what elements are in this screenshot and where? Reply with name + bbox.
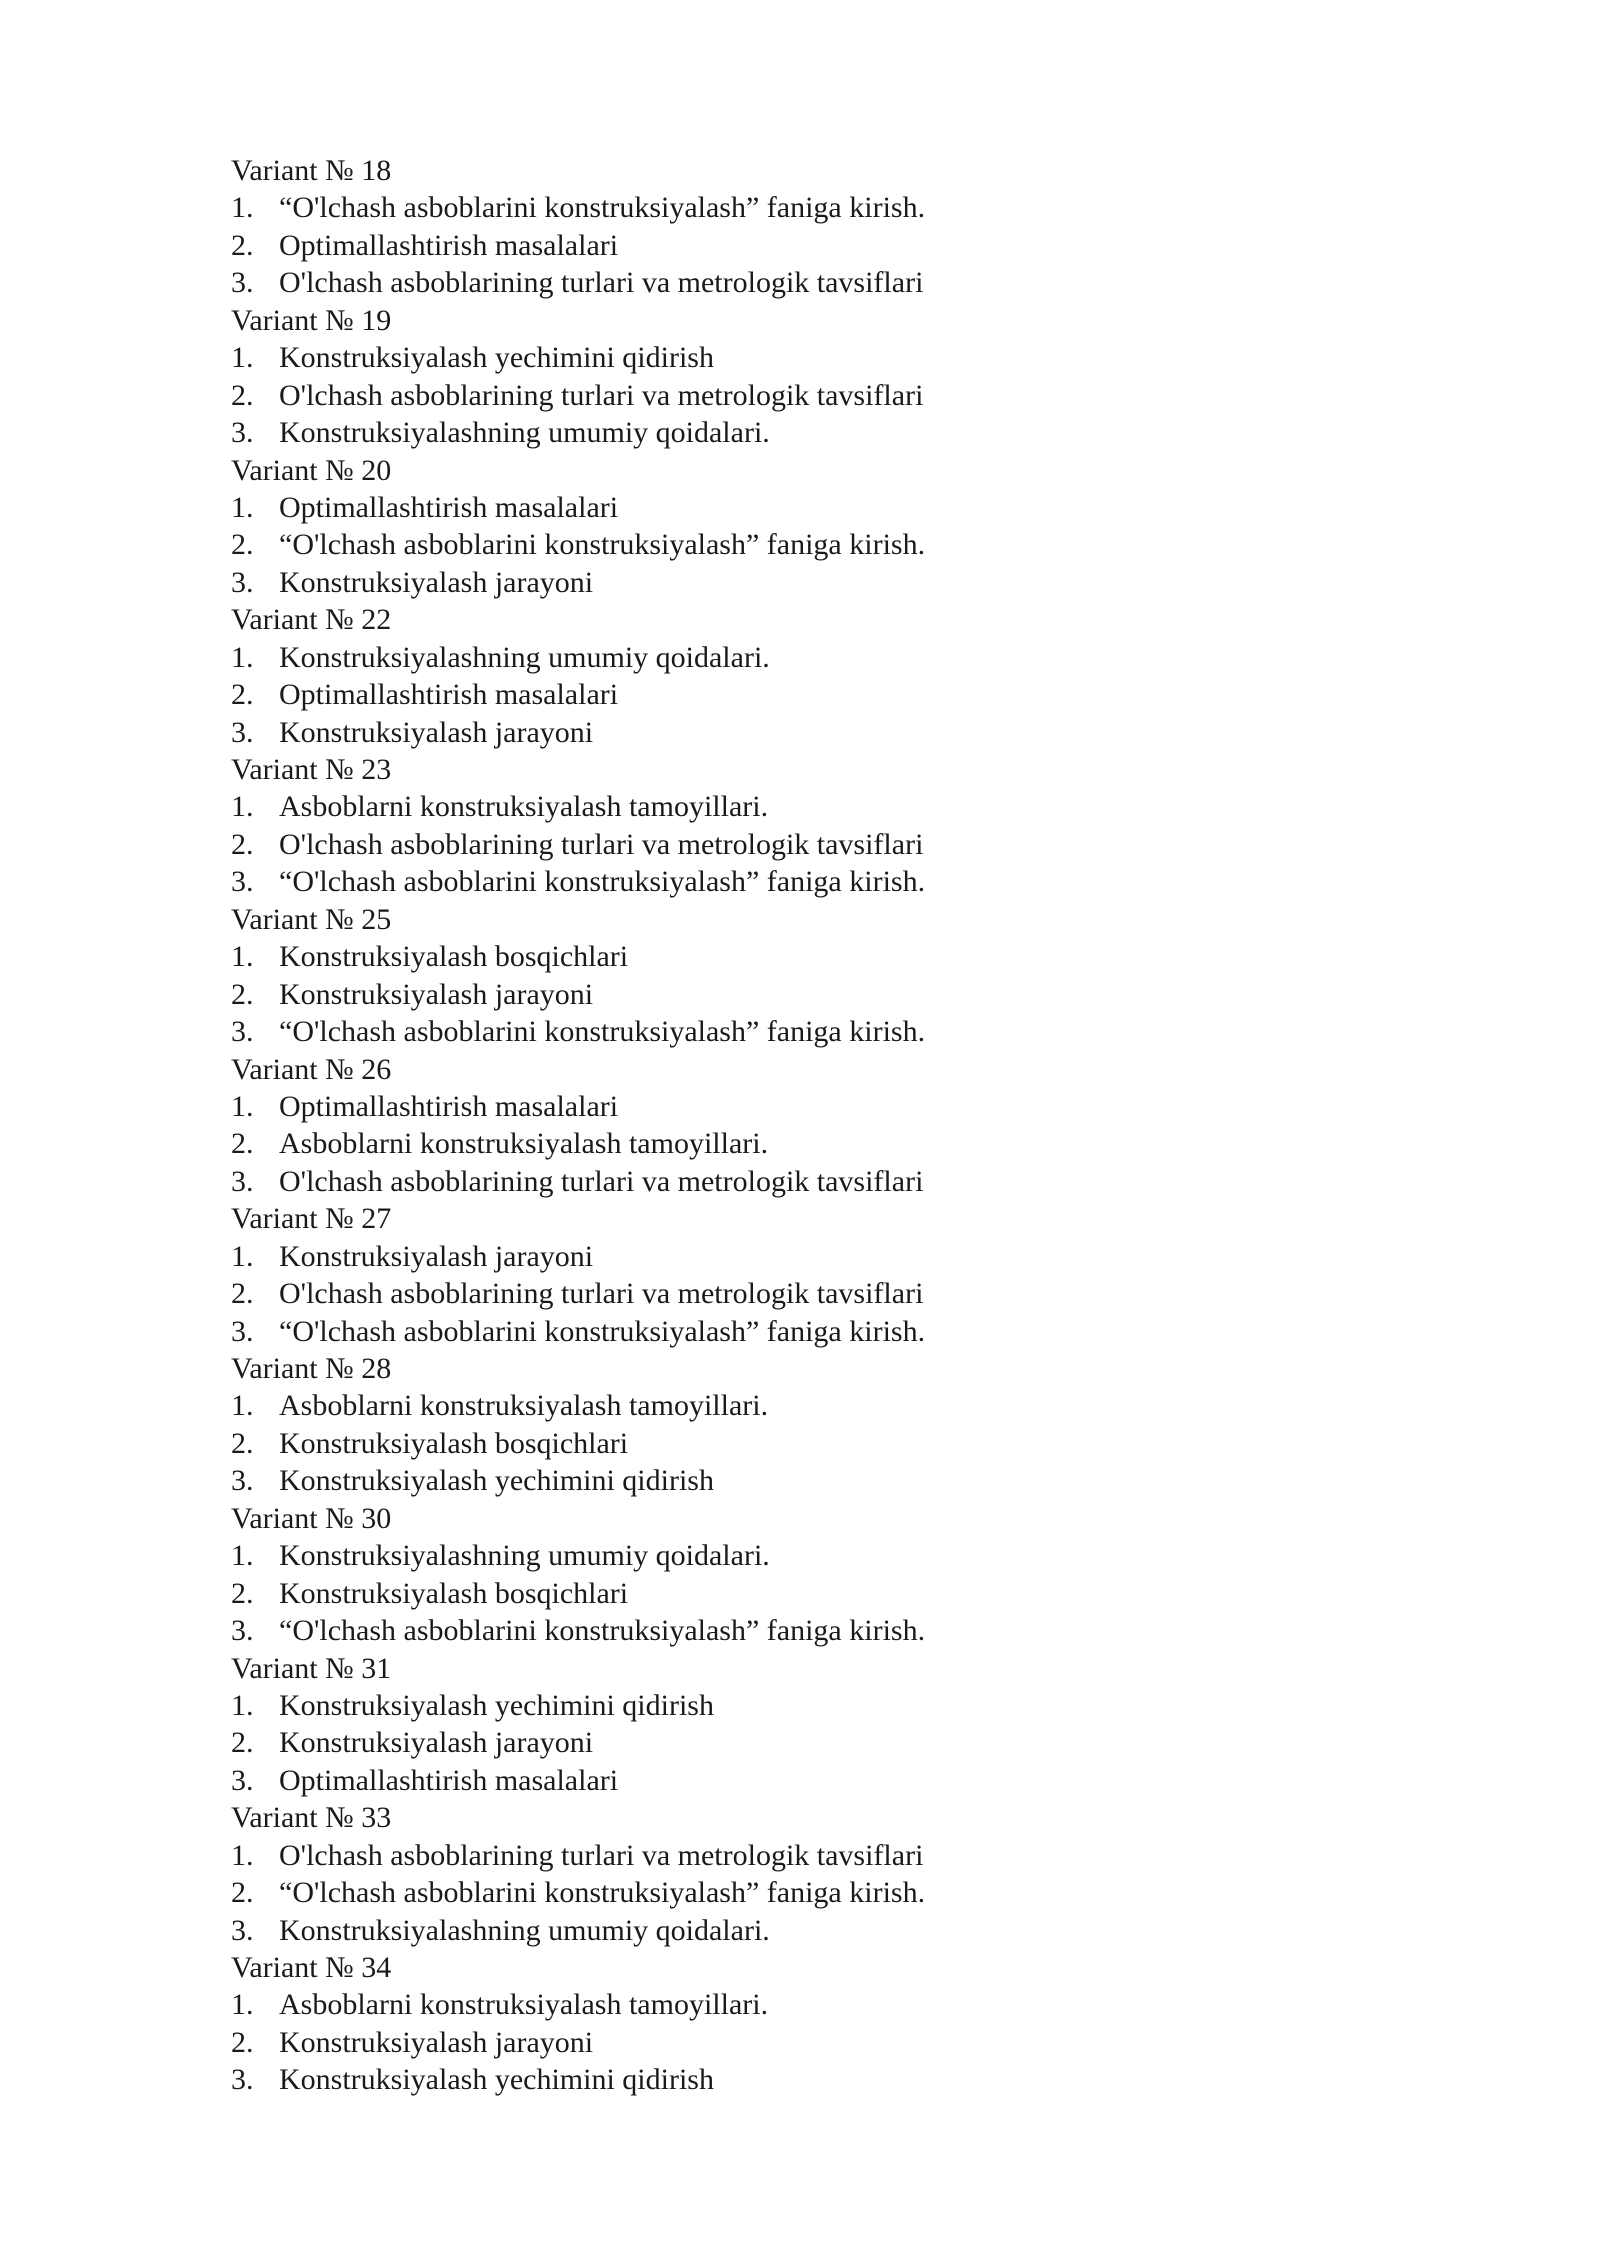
list-item-text: “O'lchash asboblarini konstruksiyalash” faniga kirish. bbox=[279, 191, 926, 225]
list-item-text: “O'lchash asboblarini konstruksiyalash” faniga kirish. bbox=[279, 1015, 926, 1049]
list-item-number: 2. bbox=[231, 528, 254, 562]
list-item-number: 2. bbox=[231, 1426, 254, 1460]
list-item-number: 3. bbox=[231, 1614, 254, 1648]
list-item bbox=[231, 826, 1431, 863]
list-item-text: Konstruksiyalash jarayoni bbox=[279, 977, 594, 1011]
list-item-number: 3. bbox=[231, 1763, 254, 1797]
list-item-number: 1. bbox=[231, 1988, 254, 2022]
list-item-text: Konstruksiyalashning umumiy qoidalari. bbox=[279, 416, 770, 450]
list-item-text: Asboblarni konstruksiyalash tamoyillari. bbox=[279, 790, 769, 824]
variant-block bbox=[231, 302, 1431, 452]
list-item-number: 3. bbox=[231, 865, 254, 899]
variant-heading: Variant № 19 bbox=[231, 303, 392, 337]
variant-heading: Variant № 27 bbox=[231, 1202, 392, 1236]
list-item-number: 1. bbox=[231, 1688, 254, 1722]
list-item-number: 2. bbox=[231, 827, 254, 861]
list-item-text: “O'lchash asboblarini konstruksiyalash” faniga kirish. bbox=[279, 1614, 926, 1648]
list-item bbox=[231, 1013, 1431, 1050]
list-item-text: “O'lchash asboblarini konstruksiyalash” faniga kirish. bbox=[279, 1876, 926, 1910]
list-item-text: Konstruksiyalash bosqichlari bbox=[279, 1426, 629, 1460]
list-item-text: Konstruksiyalashning umumiy qoidalari. bbox=[279, 1913, 770, 1947]
list-item-text: “O'lchash asboblarini konstruksiyalash” faniga kirish. bbox=[279, 1314, 926, 1348]
list-item-number: 3. bbox=[231, 1913, 254, 1947]
list-item-text: Konstruksiyalash jarayoni bbox=[279, 2025, 594, 2059]
list-item-text: Asboblarni konstruksiyalash tamoyillari. bbox=[279, 1127, 769, 1161]
list-item bbox=[231, 526, 1431, 563]
document-page bbox=[231, 152, 1431, 2099]
list-item bbox=[231, 714, 1431, 751]
list-item bbox=[231, 863, 1431, 900]
list-item-number: 3. bbox=[231, 416, 254, 450]
list-item bbox=[231, 1537, 1431, 1574]
list-item-number: 2. bbox=[231, 228, 254, 262]
variant-block bbox=[231, 901, 1431, 1051]
list-item bbox=[231, 227, 1431, 264]
list-item bbox=[231, 377, 1431, 414]
variant-heading: Variant № 23 bbox=[231, 753, 392, 786]
list-item-text: Optimallashtirish masalalari bbox=[279, 228, 619, 262]
variant-block bbox=[231, 1949, 1431, 2099]
variant-heading: Variant № 22 bbox=[231, 603, 392, 637]
list-item-text: Konstruksiyalashning umumiy qoidalari. bbox=[279, 1539, 770, 1573]
list-item bbox=[231, 1612, 1431, 1649]
list-item bbox=[231, 489, 1431, 526]
list-item-number: 3. bbox=[231, 565, 254, 599]
variant-heading: Variant № 30 bbox=[231, 1501, 392, 1535]
list-item-number: 1. bbox=[231, 1539, 254, 1573]
list-item bbox=[231, 414, 1431, 451]
list-item-text: O'lchash asboblarining turlari va metrologik tavsiflari bbox=[279, 1277, 924, 1311]
list-item-text: O'lchash asboblarining turlari va metrologik tavsiflari bbox=[279, 1838, 924, 1872]
list-item-number: 1. bbox=[231, 790, 254, 824]
list-item-text: Konstruksiyalash jarayoni bbox=[279, 565, 594, 599]
list-item-number: 2. bbox=[231, 2025, 254, 2059]
list-item bbox=[231, 564, 1431, 601]
list-item-text: Konstruksiyalash yechimini qidirish bbox=[279, 1464, 714, 1498]
list-item-number: 2. bbox=[231, 977, 254, 1011]
list-item-number: 3. bbox=[231, 715, 254, 749]
list-item-text: O'lchash asboblarining turlari va metrologik tavsiflari bbox=[279, 827, 924, 861]
list-item bbox=[231, 1088, 1431, 1125]
list-item-text: Asboblarni konstruksiyalash tamoyillari. bbox=[279, 1988, 769, 2022]
list-item bbox=[231, 1238, 1431, 1275]
list-item bbox=[231, 676, 1431, 713]
list-item-text: Konstruksiyalash bosqichlari bbox=[279, 940, 629, 974]
list-item-number: 3. bbox=[231, 266, 254, 300]
variant-block bbox=[231, 1200, 1431, 1350]
list-item-text: “O'lchash asboblarini konstruksiyalash” faniga kirish. bbox=[279, 528, 926, 562]
list-item-number: 1. bbox=[231, 1089, 254, 1123]
variant-heading: Variant № 20 bbox=[231, 453, 392, 487]
variant-block bbox=[231, 601, 1431, 751]
list-item-number: 2. bbox=[231, 1277, 254, 1311]
list-item-text: Asboblarni konstruksiyalash tamoyillari. bbox=[279, 1389, 769, 1423]
list-item-number: 1. bbox=[231, 640, 254, 674]
list-item bbox=[231, 189, 1431, 226]
list-item-number: 1. bbox=[231, 490, 254, 524]
variant-block bbox=[231, 1650, 1431, 1800]
variant-block bbox=[231, 1350, 1431, 1500]
list-item bbox=[231, 2061, 1431, 2098]
list-item bbox=[231, 1912, 1431, 1949]
list-item bbox=[231, 788, 1431, 825]
variant-block bbox=[231, 152, 1431, 302]
list-item-number: 3. bbox=[231, 1164, 254, 1198]
list-item bbox=[231, 938, 1431, 975]
list-item-number: 2. bbox=[231, 1576, 254, 1610]
list-item bbox=[231, 2024, 1431, 2061]
list-item-number: 3. bbox=[231, 1314, 254, 1348]
list-item-number: 2. bbox=[231, 1876, 254, 1910]
list-item-number: 1. bbox=[231, 1838, 254, 1872]
list-item bbox=[231, 1163, 1431, 1200]
list-item-text: O'lchash asboblarining turlari va metrologik tavsiflari bbox=[279, 378, 924, 412]
list-item-number: 1. bbox=[231, 341, 254, 375]
list-item bbox=[231, 1874, 1431, 1911]
list-item bbox=[231, 1313, 1431, 1350]
list-item bbox=[231, 1837, 1431, 1874]
list-item-number: 3. bbox=[231, 1015, 254, 1049]
list-item-text: Konstruksiyalash jarayoni bbox=[279, 715, 594, 749]
list-item-text: Konstruksiyalashning umumiy qoidalari. bbox=[279, 640, 770, 674]
list-item-number: 1. bbox=[231, 1389, 254, 1423]
list-item bbox=[231, 339, 1431, 376]
list-item-number: 1. bbox=[231, 191, 254, 225]
list-item bbox=[231, 264, 1431, 301]
list-item-number: 3. bbox=[231, 2063, 254, 2097]
variant-heading: Variant № 28 bbox=[231, 1352, 392, 1385]
list-item-text: Optimallashtirish masalalari bbox=[279, 1763, 619, 1797]
list-item bbox=[231, 976, 1431, 1013]
list-item-text: Konstruksiyalash yechimini qidirish bbox=[279, 2063, 714, 2097]
variant-heading: Variant № 34 bbox=[231, 1951, 392, 1984]
list-item bbox=[231, 1387, 1431, 1424]
list-item bbox=[231, 1687, 1431, 1724]
variant-heading: Variant № 25 bbox=[231, 902, 392, 936]
variant-heading: Variant № 18 bbox=[231, 154, 392, 187]
list-item bbox=[231, 1425, 1431, 1462]
list-item-number: 1. bbox=[231, 940, 254, 974]
list-item bbox=[231, 1575, 1431, 1612]
list-item-text: Konstruksiyalash yechimini qidirish bbox=[279, 1688, 714, 1722]
list-item bbox=[231, 1275, 1431, 1312]
list-item-text: O'lchash asboblarining turlari va metrologik tavsiflari bbox=[279, 1164, 924, 1198]
list-item-text: O'lchash asboblarining turlari va metrologik tavsiflari bbox=[279, 266, 924, 300]
list-item bbox=[231, 1724, 1431, 1761]
variant-block bbox=[231, 452, 1431, 602]
list-item-number: 2. bbox=[231, 678, 254, 712]
variant-block bbox=[231, 751, 1431, 901]
list-item-text: Konstruksiyalash yechimini qidirish bbox=[279, 341, 714, 375]
list-item-text: Optimallashtirish masalalari bbox=[279, 490, 619, 524]
list-item-text: Optimallashtirish masalalari bbox=[279, 1089, 619, 1123]
list-item bbox=[231, 1125, 1431, 1162]
variant-block bbox=[231, 1500, 1431, 1650]
list-item bbox=[231, 1762, 1431, 1799]
list-item-text: Optimallashtirish masalalari bbox=[279, 678, 619, 712]
variant-heading: Variant № 31 bbox=[231, 1651, 392, 1685]
list-item-number: 1. bbox=[231, 1239, 254, 1273]
list-item-number: 2. bbox=[231, 1726, 254, 1760]
list-item-text: Konstruksiyalash jarayoni bbox=[279, 1726, 594, 1760]
list-item-text: Konstruksiyalash jarayoni bbox=[279, 1239, 594, 1273]
list-item-number: 3. bbox=[231, 1464, 254, 1498]
list-item bbox=[231, 639, 1431, 676]
variant-heading: Variant № 33 bbox=[231, 1801, 392, 1835]
list-item-number: 2. bbox=[231, 1127, 254, 1161]
list-item-text: Konstruksiyalash bosqichlari bbox=[279, 1576, 629, 1610]
variant-heading: Variant № 26 bbox=[231, 1052, 392, 1086]
list-item bbox=[231, 1986, 1431, 2023]
variant-block bbox=[231, 1799, 1431, 1949]
list-item bbox=[231, 1462, 1431, 1499]
list-item-number: 2. bbox=[231, 378, 254, 412]
variant-block bbox=[231, 1051, 1431, 1201]
list-item-text: “O'lchash asboblarini konstruksiyalash” faniga kirish. bbox=[279, 865, 926, 899]
